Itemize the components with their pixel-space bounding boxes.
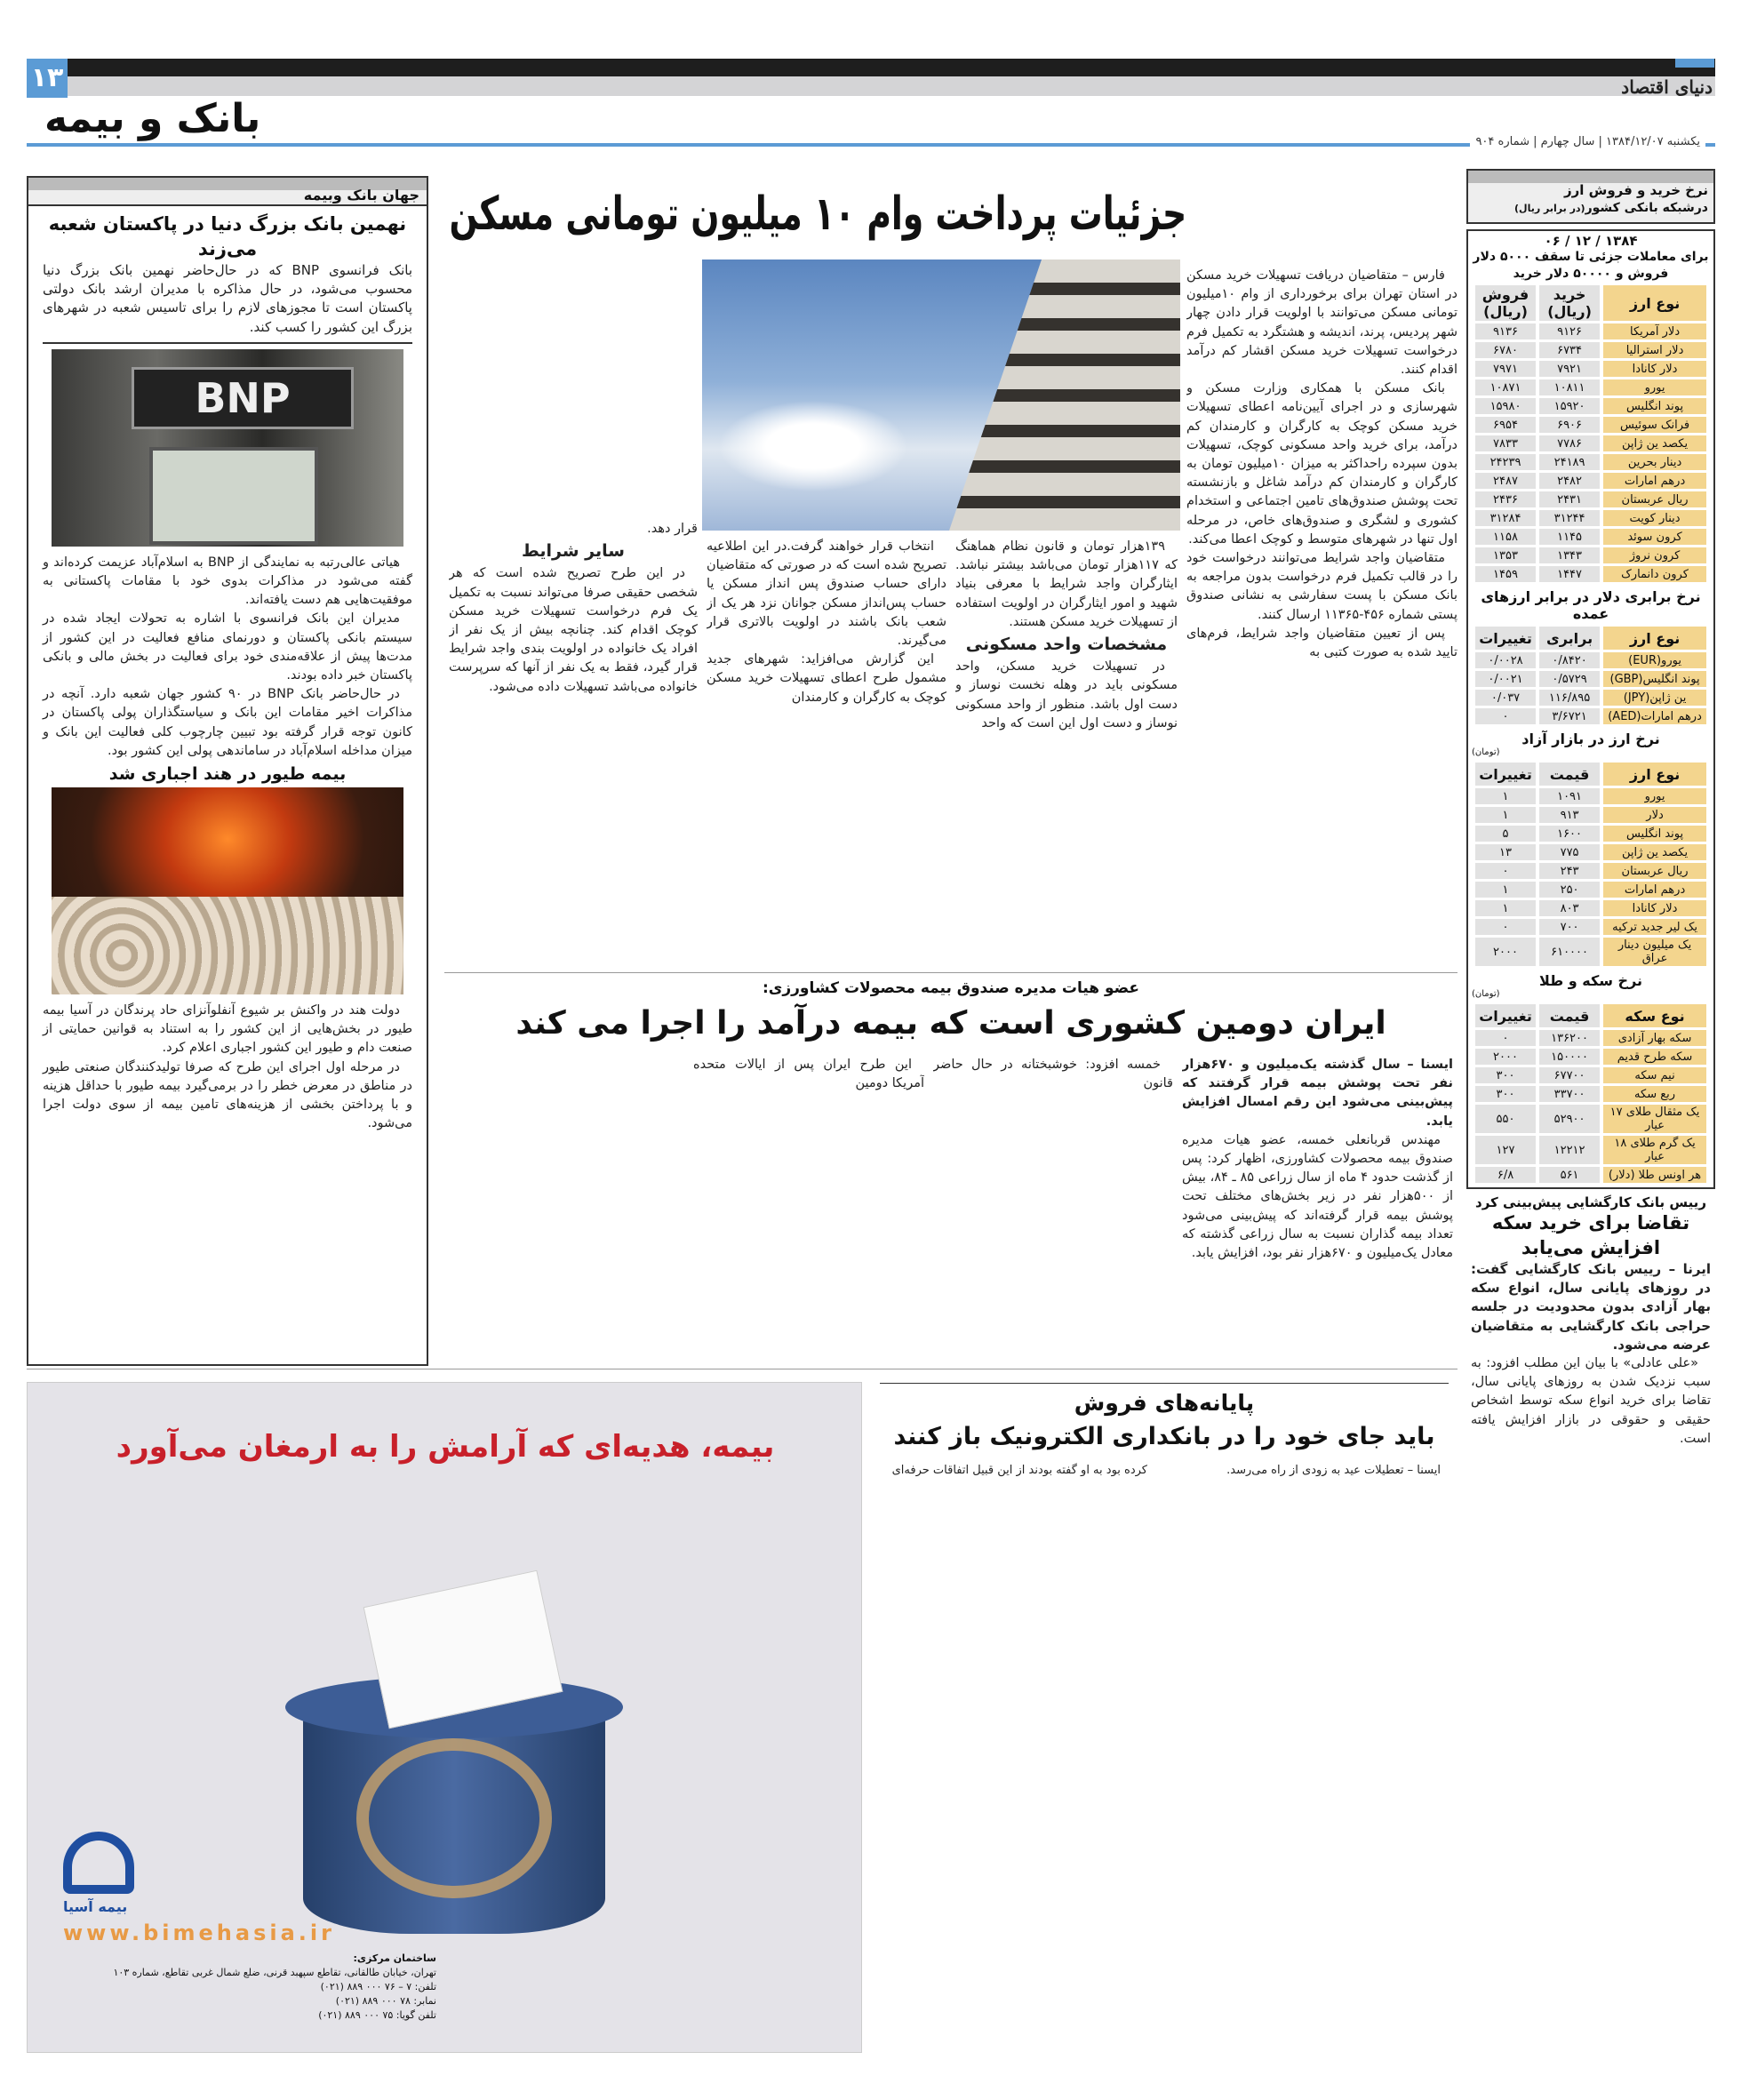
currency-name: درهم امارات(AED) [1603,708,1706,724]
column-header: تغییرات [1475,1004,1536,1027]
divider [43,342,412,344]
rate-value: ۱۳۶۲۰۰ [1539,1030,1600,1046]
table-title: نرخ ارز در بازار آزاد [1521,731,1660,747]
currency-name: یورو [1603,788,1706,804]
unit-label: (تومان) [1472,989,1500,999]
rate-value: ۰/۰۳۷ [1475,690,1536,706]
rate-value: ۶۹۰۶ [1539,417,1600,433]
rate-value: ۷۰۰ [1539,919,1600,935]
paragraph: در حال‌حاضر بانک BNP در ۹۰ کشور جهان شعبه دارد. آنچه در مذاکرات اخیر مقامات این بانک و سیاستگذاران پولی پاکستان در کانون توجه قرار گرفته بود تبیین چارچوب کلی فعالیت این بانک و میزان مداخله اسلام‌آباد در ساماندهی پولی این کشور بود. [43,687,412,758]
right-column [1466,229,1715,2075]
rate-value: ۰ [1475,919,1536,935]
currency-name: دلار آمریکا [1603,323,1706,339]
paragraph: این گزارش می‌افزاید: شهرهای جدید مشمول طرح اعطای تسهیلات خرید مسکن کوچک به کارگران و کارمندان [707,652,946,705]
rate-value: ۳۰۰ [1475,1086,1536,1102]
rate-value: ۶۷۷۰۰ [1539,1067,1600,1083]
main-headline-wrap [449,182,1186,246]
divider [27,143,1715,147]
box-title-line: نرخ خرید و فروش ارز [1563,182,1708,198]
currency-name: ریال عربستان [1603,863,1706,879]
article-title: بیمه طیور در هند اجباری شد [108,764,347,785]
newspaper-logo: دنیای اقتصاد [1621,76,1713,98]
column-header: خرید (ریال) [1539,285,1600,321]
audio-phone: تلفن گویا: ۷۵ ۰۰۰ ۸۸۹ (۰۲۱) [318,2009,436,2021]
rate-value: ۱۰۸۱۱ [1539,379,1600,395]
rate-value: ۵۵۰ [1475,1105,1536,1133]
table-title: نرخ سکه و طلا [1538,972,1643,989]
coin-article [1466,1189,1715,1449]
insurance-col-3 [693,1056,924,1358]
currency-name: یک میلیون دینار عراق [1603,938,1706,966]
rate-value: ۲۰۰۰ [1475,1049,1536,1065]
rate-value: ۹۱۳ [1539,807,1600,823]
rate-value: ۹۱۳۶ [1475,323,1536,339]
chickens [52,897,403,994]
rate-value: ۲۴۸۷ [1475,473,1536,489]
bnp-article-body [43,554,412,761]
rate-value: ۳۱۲۴۴ [1539,510,1600,526]
pos-headline-2-wrap [871,1420,1457,1454]
table-row [1475,652,1706,668]
currency-name: درهم امارات [1603,882,1706,898]
currency-name: یکصد ین ژاپن [1603,844,1706,860]
bime-asia-ad [27,1382,862,2053]
article-lead: ایرنا – رییس بانک کارگشایی گفت: در روزهای پایانی سال، انواع سکه بهار آزادی بدون محدودیت در جلسه حراجی بانک کارگشایی به متقاضیان عرضه می‌شود. [1471,1261,1711,1353]
column-header: قیمت [1539,763,1600,786]
currency-box-title [1466,169,1715,224]
paragraph: بانک مسکن با همکاری وزارت مسکن و شهرسازی و در اجرای آیین‌نامه اعطای تسهیلات خرید مسکن کوچک به کارگران و کارمندان کم درآمد، برای خرید واحد مسکونی کوچک، تسهیلات بدون سپرده راحداکثر به میزان ۱۰میلیون تومان به کارگران و کارمندان کم درآمد شاغل و بازنشسته تحت پوشش صندوق‌های تامین اجتماعی و استخدام کشوری و لشگری و صندوق‌های خاص، در مرحله اول تنها در شهرهای متوسط و کوچک اعطا می‌کند. [1186,381,1457,547]
pos-col-2 [875,1462,1160,2075]
table-row [1475,510,1706,526]
rate-value: ۰ [1475,1030,1536,1046]
main-col-4 [449,262,698,969]
hq-label: ساختمان مرکزی: [353,1952,436,1964]
article-lead: ایسنا – سال گذشته یک‌میلیون و ۶۷۰هزار نفر تحت پوشش بیمه قرار گرفتند که پیش‌بینی می‌شود این رقم امسال افزایش یابد. [1182,1058,1453,1129]
table-row [1475,863,1706,879]
ad-url[interactable]: www.bimehasia.ir [63,1920,335,1945]
rate-value: ۰/۵۷۲۹ [1539,671,1600,687]
table-row [1475,473,1706,489]
currency-name: دلار استرالیا [1603,342,1706,358]
paragraph: متقاضیان واجد شرایط می‌توانند درخواست خود را در قالب تکمیل فرم درخواست بدون مراجعه به بانک مسکن با پست سفارشی به نشانی صندوق پستی شماره ۴۵۶-۱۱۳۶۵ ارسال کنند. [1186,551,1457,622]
masthead-bar [27,59,1715,76]
paragraph: هیاتی عالی‌رتبه به نمایندگی از BNP به اسلام‌آباد عزیمت کرده‌اند و گفته می‌شود در مذاکرات بدوی خود با مقامات پاکستانی به موفقیت‌هایی هم دست یافته‌اند. [43,555,412,608]
box-title-unit: (در برابر ریال) [1514,203,1585,214]
table-row [1475,900,1706,916]
rate-value: ۵ [1475,826,1536,842]
currency-name: یورو(EUR) [1603,652,1706,668]
paragraph: در مرحله اول اجرای این طرح که صرفا تولیدکنندگان صنعتی طیور در مناطق در معرض خطر را در برمی‌گیرد بیمه طیور با حداقل هزینه و با پرداختن بخشی از هزینه‌های تامین بیمه از سوی دولت اجرا می‌شود. [43,1059,412,1131]
rate-value: ۱۳ [1475,844,1536,860]
divider [444,972,1457,973]
table-row [1475,342,1706,358]
insurance-kicker: عضو هیات مدیره صندوق بیمه محصولات کشاورزی: [762,979,1140,997]
rate-value: ۷۹۲۱ [1539,361,1600,377]
rate-value: ۱۱۶/۸۹۵ [1539,690,1600,706]
paragraph: قرار دهد. [647,522,698,536]
rate-value: ۶۹۵۴ [1475,417,1536,433]
table-row [1475,417,1706,433]
table-row [1475,529,1706,545]
rate-value: ۹۱۲۶ [1539,323,1600,339]
bank-window [149,447,318,545]
rate-value: ۶۷۸۰ [1475,342,1536,358]
unit-label: (تومان) [1472,747,1500,757]
left-box-title: جهان بانک وبیمه [27,176,428,206]
paragraph: ۱۳۹هزار تومان و قانون نظام هماهنگ که ۱۱۷هزار تومان می‌باشد بیشتر نباشد. ایثارگران واجد شرایط با معرفی بنیاد شهید و امور ایثارگران در اولویت استفاده از تسهیلات خرید مسکن هستند. [955,539,1178,629]
rate-value: ۱۰۹۱ [1539,788,1600,804]
rate-value: ۰/۸۴۲۰ [1539,652,1600,668]
table-row [1475,566,1706,582]
rate-value: ۱۵۰۰۰۰ [1539,1049,1600,1065]
main-col-1 [1186,267,1457,969]
table-row [1475,671,1706,687]
ad-slogan-wrap [45,1427,845,1466]
table-row [1475,398,1706,414]
phone: تلفن: ۷ – ۷۶ ۰۰۰ ۸۸۹ (۰۲۱) [320,1981,436,1992]
table-title-wrap [1472,731,1710,758]
ad-slogan: بیمه، هدیه‌ای که آرامش را به ارمغان می‌آورد [116,1429,775,1465]
table-row [1475,361,1706,377]
rate-value: ۵۶۱ [1539,1167,1600,1183]
rate-value: ۱۵۹۲۰ [1539,398,1600,414]
table-row [1475,491,1706,507]
logo-accent [1675,59,1714,68]
rate-value: ۰/۰۰۲۱ [1475,671,1536,687]
table-row [1475,1086,1706,1102]
table-row [1475,323,1706,339]
paragraph: پس از تعیین متقاضیان واجد شرایط، فرم‌های تایید شده به صورت کتبی به [1186,626,1457,660]
insurance-col-2 [933,1056,1173,1358]
currency-name: درهم امارات [1603,473,1706,489]
paragraph: مدیران این بانک فرانسوی با اشاره به تحولات ایجاد شده در سیستم بانکی پاکستان و دورنمای منافع فعالیت در این کشور از مدت‌ها پیش از علاقه‌مندی خود برای فعالیت در بخش مالی و بانکی پاکستان خبر داده بودند. [43,611,412,683]
currency-name: یک لیر جدید ترکیه [1603,919,1706,935]
currency-name: فرانک سوئیس [1603,417,1706,433]
building-photo [702,260,1180,531]
fax: نمابر: ۷۸ ۰۰۰ ۸۸۹ (۰۲۱) [335,1995,436,2007]
rate-value: ۱۱۴۵ [1539,529,1600,545]
masthead-band [68,76,1715,96]
pos-headline-2: باید جای خود را در بانکداری الکترونیک باز کنند [893,1423,1435,1450]
currency-name: کرون سوئد [1603,529,1706,545]
left-column [27,206,428,1366]
currency-name: دلار [1603,807,1706,823]
currency-name: ریال عربستان [1603,491,1706,507]
rate-value: ۸۰۳ [1539,900,1600,916]
table-title-wrap [1472,972,1710,1000]
rate-value: ۱۲۲۱۲ [1539,1136,1600,1164]
rate-value: ۰ [1475,708,1536,724]
poultry-photo [52,787,403,994]
currency-name: کرون دانمارک [1603,566,1706,582]
rate-value: ۷۷۸۶ [1539,435,1600,451]
column-header: تغییرات [1475,763,1536,786]
paragraph: خمسه افزود: خوشبختانه در حال حاضر قانون [933,1058,1173,1091]
article-title: نهمین بانک بزرگ دنیا در پاکستان شعبه می‌زند [48,213,407,260]
rate-value: ۱۱۵۸ [1475,529,1536,545]
paragraph: دولت هند در واکنش بر شیوع آنفلوآنزای حاد پرندگان در آسیا بیمه طیور در بخش‌هایی از این کشور را به استناد به قوانین حمایتی از صنعت دام و طیور این کشور اجباری اعلام کرد. [43,1003,412,1056]
paragraph: ایسنا – تعطیلات عید به زودی از راه می‌رسد. [1226,1464,1441,1477]
currency-name: کرون نروژ [1603,547,1706,563]
bnp-photo [52,349,403,547]
currency-rates-box [1466,229,1715,1189]
currency-name: هر اونس طلا (دلار) [1603,1167,1706,1183]
column-header: نوع ارز [1603,285,1706,321]
table-row [1475,1049,1706,1065]
pos-col-1 [1169,1462,1453,2075]
pos-headline-1-wrap [871,1388,1457,1418]
currency-name: دلار کانادا [1603,900,1706,916]
table-row [1475,788,1706,804]
currency-name: نیم سکه [1603,1067,1706,1083]
rate-value: ۰ [1475,863,1536,879]
paragraph: مهندس قربانعلی خمسه، عضو هیات مدیره صندوق بیمه محصولات کشاورزی، اظهار کرد: پس از گذشت حدود ۴ ماه از سال زراعی ۸۵ ـ ۸۴، بیش از ۵۰۰هزار نفر در زیر بخش‌های مختلف تحت پوشش بیمه قرار گرفته‌اند که پیش‌بینی می‌شود تعداد بیمه گذاران نسبت به سال زراعی گذشته که معادل یک‌میلیون و ۶۷۰هزار نفر بود، افزایش یابد. [1182,1132,1453,1261]
currency-name: یکصد ین ژاپن [1603,435,1706,451]
bnp-sign: BNP [132,367,354,429]
section-title: بانک و بیمه [44,96,261,141]
currency-name: سکه طرح قدیم [1603,1049,1706,1065]
gift-box-image [268,1587,641,1960]
rate-value: ۲۴۸۲ [1539,473,1600,489]
main-headline: جزئیات پرداخت وام ۱۰ میلیون تومانی مسکن [449,188,1186,241]
currency-name: یک مثقال طلای ۱۷ عیار [1603,1105,1706,1133]
rate-value: ۱۶۰۰ [1539,826,1600,842]
column-header: تغییرات [1475,627,1536,650]
rate-value: ۳۱۲۸۴ [1475,510,1536,526]
rate-value: ۷۸۳۳ [1475,435,1536,451]
rate-value: ۲۴۱۸۹ [1539,454,1600,470]
column-header: نوع ارز [1603,763,1706,786]
paragraph: در تسهیلات خرید مسکن، واحد مسکونی باید در وهله نخست نوساز و دست اول باشد. منظور از واحد مسکونی نوساز و دست اول این است که واحد [955,659,1178,731]
rate-value: ۶/۸ [1475,1167,1536,1183]
rate-value: ۲۵۰ [1539,882,1600,898]
column-header: برابری [1539,627,1600,650]
subhead: سایر شرایط [522,541,625,562]
rate-value: ۲۴۳۱ [1539,491,1600,507]
insurance-headline-wrap [444,1002,1457,1045]
table-row [1475,454,1706,470]
column-header: فروش (ریال) [1475,285,1536,321]
article-lead: بانک فرانسوی BNP که در حال‌حاضر نهمین بانک بزرگ دنیا محسوب می‌شود، در حال مذاکره با مدیران ارشد بانک دولتی پاکستان است تا مجوزهای لازم را برای تاسیس شعبه در شهرهای بزرگ این کشور را کسب کند. [43,262,412,335]
rate-value: ۱ [1475,788,1536,804]
currency-name: پوند انگلیس [1603,398,1706,414]
table-title: نرخ برابری دلار در برابر ارزهای عمده [1481,588,1701,622]
rate-value: ۳/۶۷۲۱ [1539,708,1600,724]
rate-value: ۶۷۳۴ [1539,342,1600,358]
rate-value: ۱۰۸۷۱ [1475,379,1536,395]
clouds [702,393,924,499]
address: تهران، خیابان طالقانی، تقاطع سپهبد قرنی، ضلع شمال غربی تقاطع، شماره ۱۰۳ [113,1967,436,1978]
paragraph: فارس – متقاضیان دریافت تسهیلات خرید مسکن در استان تهران برای برخورداری از وام ۱۰میلیون تومانی مسکن می‌توانند با اولویت قرار دادن چهار شهر پردیس، پرند، اندیشه و هشتگرد به تکمیل فرم درخواست تسهیلات خرید مسکن اقشار کم درآمد اقدام کنند. [1186,268,1457,378]
rate-value: ۲۴۳ [1539,863,1600,879]
rates-date: ۱۳۸۴ / ۱۲ / ۰۶ [1544,233,1638,249]
column-header: قیمت [1539,1004,1600,1027]
paragraph: کرده بود به او گفته بودند از این قبیل اتفاقات حرفه‌ای [891,1464,1147,1477]
ad-brand: بیمه آسیا [63,1898,128,1915]
rate-value: ۳۰۰ [1475,1067,1536,1083]
rate-value: ۱۲۷ [1475,1136,1536,1164]
paragraph: این طرح ایران پس از ایالات متحده آمریکا دومین [693,1058,924,1091]
currency-name: یورو [1603,379,1706,395]
table-row [1475,435,1706,451]
dateline: یکشنبه ۱۳۸۴/۱۲/۰۷ | سال چهارم | شماره ۹۰۴ [1470,135,1705,148]
rate-value: ۲۴۳۶ [1475,491,1536,507]
table-row [1475,1105,1706,1133]
bank-rates-table [1472,283,1710,585]
currency-name: ربع سکه [1603,1086,1706,1102]
rate-value: ۵۲۹۰۰ [1539,1105,1600,1133]
paragraph: «علی عادلی» با بیان این مطلب افزود: به سبب نزدیک شدن به روزهای پایانی سال، تقاضا برای خرید انواع سکه توسط اشخاص حقیقی و حقوقی در بازار افزایش یافته است. [1471,1356,1711,1446]
rate-value: ۱۴۴۷ [1539,566,1600,582]
currency-name: یک گرم طلای ۱۸ عیار [1603,1136,1706,1164]
rate-value: ۱۳۴۳ [1539,547,1600,563]
column-header: نوع ارز [1603,627,1706,650]
currency-name: دلار کانادا [1603,361,1706,377]
table-row [1475,882,1706,898]
table-row [1475,844,1706,860]
subhead: مشخصات واحد مسکونی [965,635,1168,655]
table-row [1475,690,1706,706]
rate-value: ۱ [1475,900,1536,916]
paragraph: در این طرح تصریح شده است که هر شخصی حقیقی صرفا می‌تواند نسبت به تکمیل یک فرم درخواست تسهیلات خرید مسکن کوچک اقدام کند. چنانچه بیش از یک نفر از افراد یک خانواده در اولویت بندی واجد شرایط قرار گیرد، فقط به یک نفر از آنها که سرپرست خانواده می‌باشد تسهیلات داده می‌شود. [449,566,698,694]
table-row [1475,547,1706,563]
table-row [1475,938,1706,966]
column-header: نوع سکه [1603,1004,1706,1027]
table-row [1475,807,1706,823]
table-row [1475,379,1706,395]
table-row [1475,1136,1706,1164]
divider [880,1383,1449,1384]
building [949,260,1180,531]
table-row [1475,1067,1706,1083]
currency-name: دینار بحرین [1603,454,1706,470]
insurance-headline: ایران دومین کشوری است که بیمه درآمد را اجرا می کند [515,1005,1386,1042]
table-row [1475,826,1706,842]
table-row [1475,919,1706,935]
rate-value: ۳۳۷۰۰ [1539,1086,1600,1102]
bime-asia-logo [63,1832,134,1894]
rate-value: ۱ [1475,807,1536,823]
main-col-2 [955,538,1178,969]
insurance-col-4 [449,1056,684,1358]
currency-name: پوند انگلیس [1603,826,1706,842]
page-number: ۱۳ [27,59,68,98]
table-row [1475,1030,1706,1046]
currency-name: پوند انگلیس(GBP) [1603,671,1706,687]
free-market-table [1472,760,1710,969]
rate-value: ۰/۰۰۲۸ [1475,652,1536,668]
ad-contact [63,1952,436,2023]
rate-value: ۱ [1475,882,1536,898]
rate-value: ۱۳۵۳ [1475,547,1536,563]
rate-value: ۷۹۷۱ [1475,361,1536,377]
main-col-3 [707,538,946,969]
box-title-line: درشبکه بانکی کشور [1585,201,1708,215]
article-title: تقاضا برای خرید سکه افزایش می‌یابد [1491,1212,1690,1258]
rate-value: ۶۱۰۰۰۰ [1539,938,1600,966]
rate-value: ۱۴۵۹ [1475,566,1536,582]
coin-gold-table [1472,1002,1710,1186]
article-kicker: رییس بانک کارگشایی پیش‌بینی کرد [1475,1194,1706,1210]
currency-name: سکه بهار آزادی [1603,1030,1706,1046]
rate-value: ۱۵۹۸۰ [1475,398,1536,414]
rate-value: ۷۷۵ [1539,844,1600,860]
pos-headline-1: پایانه‌های فروش [1074,1390,1255,1416]
dollar-parity-table [1472,624,1710,727]
poultry-article-body [43,1002,412,1133]
rate-value: ۲۴۲۳۹ [1475,454,1536,470]
rate-value: ۲۰۰۰ [1475,938,1536,966]
currency-name: دینار کویت [1603,510,1706,526]
currency-name: ین ژاپن(JPY) [1603,690,1706,706]
table-row [1475,1167,1706,1183]
paragraph: انتخاب قرار خواهند گرفت.در این اطلاعیه تصریح شده است که در صورتی که متقاضیان دارای حساب صندوق پس انداز مسکن یا حساب پس‌انداز مسکن جوانان نزد هر یک از شعب بانک باشند در اولویت بالاتری قرار می‌گیرند. [707,539,946,649]
rates-subtitle: برای معاملات جزئی تا سقف ۵۰۰۰ دلار فروش و ۵۰۰۰۰ دلار خرید [1473,250,1709,281]
insurance-col-1 [1182,1056,1453,1358]
table-row [1475,708,1706,724]
